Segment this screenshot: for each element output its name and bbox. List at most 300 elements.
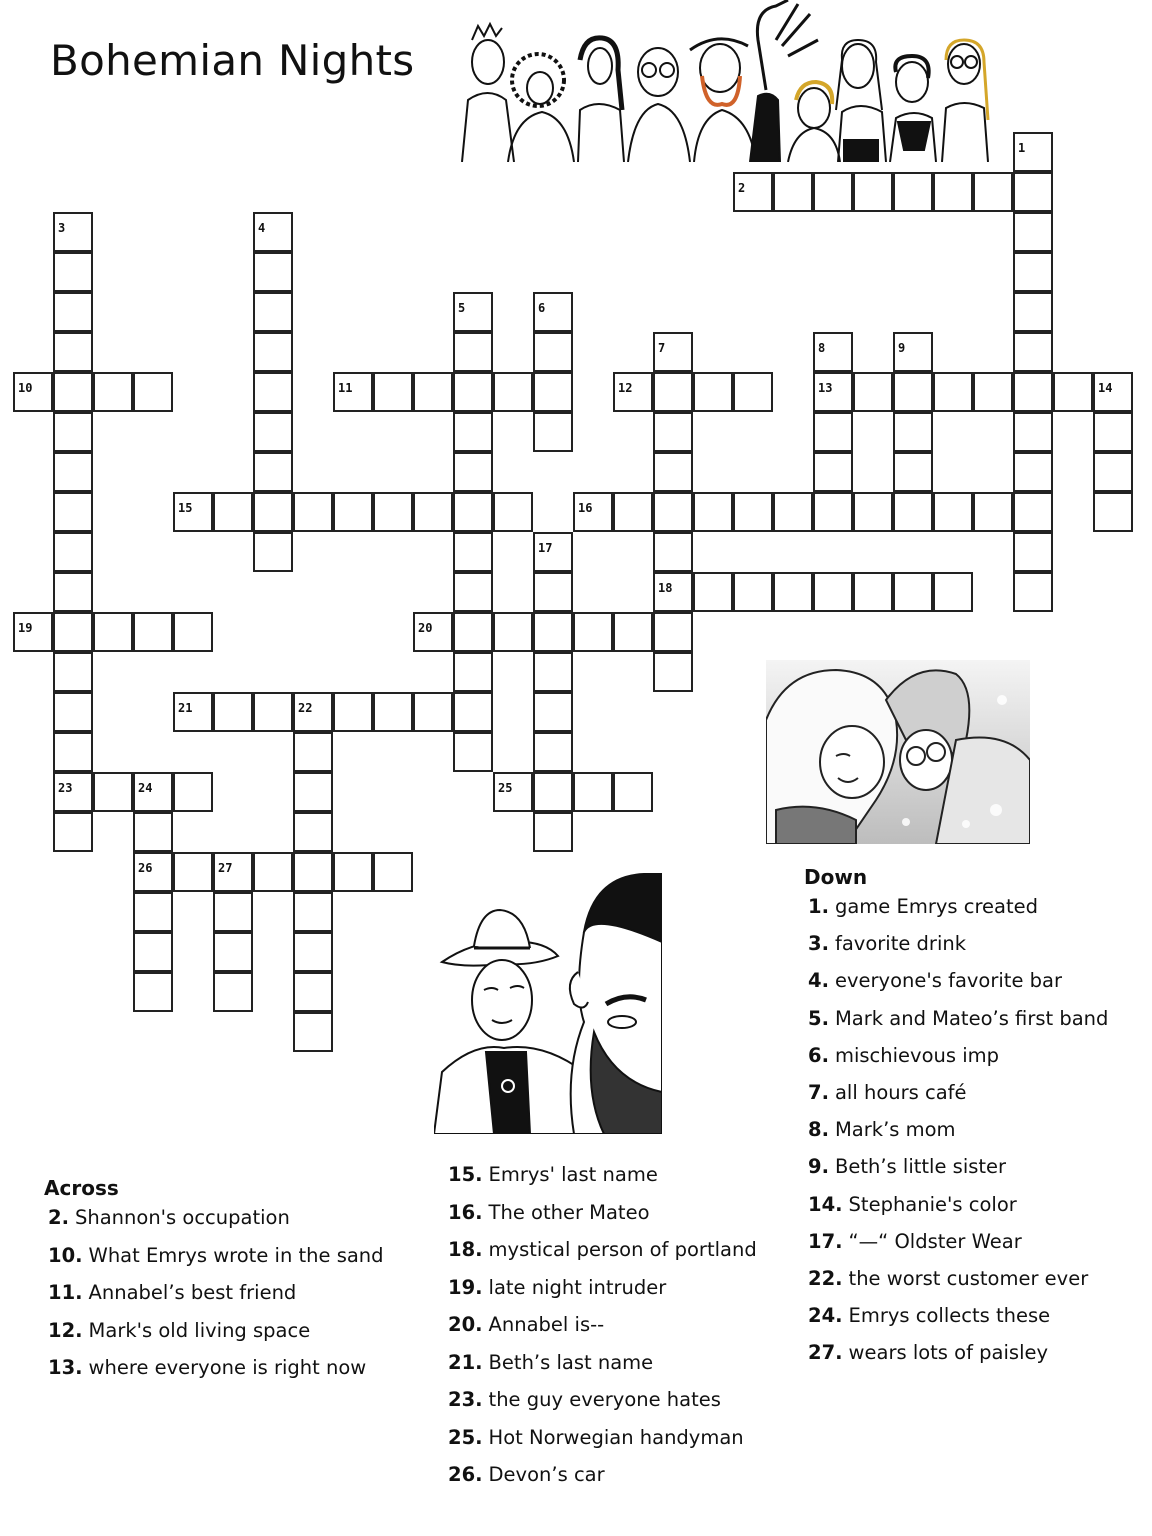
cell-letter-input[interactable] — [415, 494, 451, 530]
grid-cell[interactable] — [133, 812, 173, 852]
grid-cell[interactable] — [933, 572, 973, 612]
clue-across-col1[interactable] — [48, 1244, 384, 1282]
clue-across-col2[interactable] — [448, 1426, 757, 1464]
grid-cell[interactable] — [293, 892, 333, 932]
cell-letter-input[interactable] — [655, 414, 691, 450]
clue-down[interactable] — [808, 1230, 1108, 1267]
cell-letter-input[interactable] — [295, 694, 331, 730]
cell-letter-input[interactable] — [975, 494, 1011, 530]
cell-letter-input[interactable] — [495, 374, 531, 410]
cell-letter-input[interactable] — [255, 694, 291, 730]
clue-down[interactable] — [808, 1081, 1108, 1118]
cell-letter-input[interactable] — [895, 414, 931, 450]
grid-cell[interactable] — [613, 492, 653, 532]
grid-cell[interactable] — [253, 852, 293, 892]
clue-down[interactable] — [808, 932, 1108, 969]
cell-letter-input[interactable] — [255, 214, 291, 250]
grid-cell[interactable] — [173, 852, 213, 892]
cell-letter-input[interactable] — [455, 654, 491, 690]
cell-letter-input[interactable] — [1015, 294, 1051, 330]
grid-cell[interactable] — [533, 572, 573, 612]
cell-letter-input[interactable] — [535, 374, 571, 410]
grid-cell[interactable] — [453, 732, 493, 772]
grid-cell[interactable] — [453, 292, 493, 332]
grid-cell[interactable] — [493, 492, 533, 532]
cell-letter-input[interactable] — [535, 614, 571, 650]
grid-cell[interactable] — [893, 332, 933, 372]
cell-letter-input[interactable] — [375, 374, 411, 410]
cell-letter-input[interactable] — [255, 414, 291, 450]
cell-letter-input[interactable] — [575, 494, 611, 530]
cell-letter-input[interactable] — [655, 374, 691, 410]
cell-letter-input[interactable] — [215, 494, 251, 530]
grid-cell[interactable] — [333, 852, 373, 892]
grid-cell[interactable] — [1093, 452, 1133, 492]
cell-letter-input[interactable] — [295, 774, 331, 810]
cell-letter-input[interactable] — [95, 774, 131, 810]
cell-letter-input[interactable] — [15, 374, 51, 410]
grid-cell[interactable] — [733, 492, 773, 532]
cell-letter-input[interactable] — [455, 294, 491, 330]
grid-cell[interactable] — [653, 652, 693, 692]
cell-letter-input[interactable] — [175, 494, 211, 530]
cell-letter-input[interactable] — [735, 494, 771, 530]
grid-cell[interactable] — [1013, 412, 1053, 452]
grid-cell[interactable] — [693, 372, 733, 412]
grid-cell[interactable] — [253, 212, 293, 252]
grid-cell[interactable] — [1053, 372, 1093, 412]
cell-letter-input[interactable] — [655, 494, 691, 530]
cell-letter-input[interactable] — [175, 854, 211, 890]
cell-letter-input[interactable] — [535, 334, 571, 370]
grid-cell[interactable] — [853, 572, 893, 612]
cell-letter-input[interactable] — [455, 454, 491, 490]
cell-letter-input[interactable] — [135, 974, 171, 1010]
cell-letter-input[interactable] — [535, 414, 571, 450]
grid-cell[interactable] — [253, 492, 293, 532]
cell-letter-input[interactable] — [895, 174, 931, 210]
grid-cell[interactable] — [813, 332, 853, 372]
grid-cell[interactable] — [653, 452, 693, 492]
grid-cell[interactable] — [533, 812, 573, 852]
cell-letter-input[interactable] — [215, 694, 251, 730]
cell-letter-input[interactable] — [215, 934, 251, 970]
cell-letter-input[interactable] — [55, 214, 91, 250]
cell-letter-input[interactable] — [295, 974, 331, 1010]
grid-cell[interactable] — [773, 492, 813, 532]
grid-cell[interactable] — [653, 572, 693, 612]
cell-letter-input[interactable] — [1015, 414, 1051, 450]
grid-cell[interactable] — [213, 972, 253, 1012]
cell-letter-input[interactable] — [855, 174, 891, 210]
cell-letter-input[interactable] — [1015, 574, 1051, 610]
grid-cell[interactable] — [1013, 252, 1053, 292]
cell-letter-input[interactable] — [655, 574, 691, 610]
cell-letter-input[interactable] — [55, 654, 91, 690]
cell-letter-input[interactable] — [695, 574, 731, 610]
grid-cell[interactable] — [1013, 132, 1053, 172]
cell-letter-input[interactable] — [55, 814, 91, 850]
grid-cell[interactable] — [533, 772, 573, 812]
cell-letter-input[interactable] — [55, 694, 91, 730]
cell-letter-input[interactable] — [615, 374, 651, 410]
grid-cell[interactable] — [53, 252, 93, 292]
cell-letter-input[interactable] — [535, 694, 571, 730]
cell-letter-input[interactable] — [255, 854, 291, 890]
grid-cell[interactable] — [173, 772, 213, 812]
grid-cell[interactable] — [213, 692, 253, 732]
cell-letter-input[interactable] — [295, 854, 331, 890]
grid-cell[interactable] — [453, 452, 493, 492]
grid-cell[interactable] — [53, 212, 93, 252]
cell-letter-input[interactable] — [55, 734, 91, 770]
cell-letter-input[interactable] — [175, 774, 211, 810]
cell-letter-input[interactable] — [55, 254, 91, 290]
grid-cell[interactable] — [13, 612, 53, 652]
clue-down[interactable] — [808, 1007, 1108, 1044]
cell-letter-input[interactable] — [815, 374, 851, 410]
cell-letter-input[interactable] — [255, 494, 291, 530]
grid-cell[interactable] — [253, 412, 293, 452]
cell-letter-input[interactable] — [1095, 494, 1131, 530]
grid-cell[interactable] — [1013, 292, 1053, 332]
grid-cell[interactable] — [933, 372, 973, 412]
clue-across-col2[interactable] — [448, 1463, 757, 1501]
grid-cell[interactable] — [213, 892, 253, 932]
cell-letter-input[interactable] — [895, 454, 931, 490]
cell-letter-input[interactable] — [535, 654, 571, 690]
cell-letter-input[interactable] — [695, 494, 731, 530]
cell-letter-input[interactable] — [295, 894, 331, 930]
grid-cell[interactable] — [453, 652, 493, 692]
grid-cell[interactable] — [253, 452, 293, 492]
grid-cell[interactable] — [453, 412, 493, 452]
grid-cell[interactable] — [333, 492, 373, 532]
cell-letter-input[interactable] — [15, 614, 51, 650]
grid-cell[interactable] — [133, 972, 173, 1012]
grid-cell[interactable] — [653, 532, 693, 572]
cell-letter-input[interactable] — [55, 374, 91, 410]
cell-letter-input[interactable] — [655, 654, 691, 690]
cell-letter-input[interactable] — [1055, 374, 1091, 410]
grid-cell[interactable] — [973, 372, 1013, 412]
cell-letter-input[interactable] — [655, 614, 691, 650]
grid-cell[interactable] — [813, 452, 853, 492]
grid-cell[interactable] — [133, 892, 173, 932]
cell-letter-input[interactable] — [255, 254, 291, 290]
clue-down[interactable] — [808, 1341, 1108, 1378]
grid-cell[interactable] — [1093, 492, 1133, 532]
cell-letter-input[interactable] — [455, 534, 491, 570]
cell-letter-input[interactable] — [215, 974, 251, 1010]
cell-letter-input[interactable] — [535, 774, 571, 810]
cell-letter-input[interactable] — [455, 574, 491, 610]
cell-letter-input[interactable] — [95, 374, 131, 410]
grid-cell[interactable] — [53, 732, 93, 772]
grid-cell[interactable] — [813, 492, 853, 532]
cell-letter-input[interactable] — [735, 574, 771, 610]
grid-cell[interactable] — [733, 572, 773, 612]
cell-letter-input[interactable] — [975, 374, 1011, 410]
grid-cell[interactable] — [53, 652, 93, 692]
grid-cell[interactable] — [893, 412, 933, 452]
cell-letter-input[interactable] — [895, 574, 931, 610]
grid-cell[interactable] — [1013, 492, 1053, 532]
cell-letter-input[interactable] — [135, 934, 171, 970]
clue-down[interactable] — [808, 1044, 1108, 1081]
cell-letter-input[interactable] — [295, 934, 331, 970]
grid-cell[interactable] — [293, 812, 333, 852]
grid-cell[interactable] — [613, 612, 653, 652]
clue-across-col1[interactable] — [48, 1206, 384, 1244]
cell-letter-input[interactable] — [895, 334, 931, 370]
grid-cell[interactable] — [53, 492, 93, 532]
grid-cell[interactable] — [453, 532, 493, 572]
cell-letter-input[interactable] — [55, 334, 91, 370]
grid-cell[interactable] — [53, 412, 93, 452]
grid-cell[interactable] — [573, 612, 613, 652]
grid-cell[interactable] — [653, 372, 693, 412]
grid-cell[interactable] — [53, 532, 93, 572]
cell-letter-input[interactable] — [55, 494, 91, 530]
cell-letter-input[interactable] — [535, 574, 571, 610]
cell-letter-input[interactable] — [455, 374, 491, 410]
clue-across-col2[interactable] — [448, 1276, 757, 1314]
cell-letter-input[interactable] — [935, 174, 971, 210]
grid-cell[interactable] — [1013, 452, 1053, 492]
cell-letter-input[interactable] — [735, 374, 771, 410]
cell-letter-input[interactable] — [535, 534, 571, 570]
clue-across-col2[interactable] — [448, 1351, 757, 1389]
cell-letter-input[interactable] — [575, 774, 611, 810]
grid-cell[interactable] — [813, 572, 853, 612]
cell-letter-input[interactable] — [55, 614, 91, 650]
grid-cell[interactable] — [613, 372, 653, 412]
grid-cell[interactable] — [53, 452, 93, 492]
cell-letter-input[interactable] — [375, 494, 411, 530]
grid-cell[interactable] — [133, 372, 173, 412]
cell-letter-input[interactable] — [615, 494, 651, 530]
cell-letter-input[interactable] — [135, 374, 171, 410]
grid-cell[interactable] — [653, 332, 693, 372]
grid-cell[interactable] — [693, 492, 733, 532]
cell-letter-input[interactable] — [815, 174, 851, 210]
grid-cell[interactable] — [53, 372, 93, 412]
cell-letter-input[interactable] — [135, 814, 171, 850]
grid-cell[interactable] — [1013, 172, 1053, 212]
cell-letter-input[interactable] — [815, 454, 851, 490]
grid-cell[interactable] — [1013, 212, 1053, 252]
cell-letter-input[interactable] — [55, 534, 91, 570]
clue-across-col1[interactable] — [48, 1281, 384, 1319]
cell-letter-input[interactable] — [855, 494, 891, 530]
cell-letter-input[interactable] — [1015, 374, 1051, 410]
cell-letter-input[interactable] — [55, 574, 91, 610]
cell-letter-input[interactable] — [895, 494, 931, 530]
cell-letter-input[interactable] — [575, 614, 611, 650]
cell-letter-input[interactable] — [335, 494, 371, 530]
grid-cell[interactable] — [133, 852, 173, 892]
cell-letter-input[interactable] — [815, 494, 851, 530]
grid-cell[interactable] — [293, 932, 333, 972]
cell-letter-input[interactable] — [415, 694, 451, 730]
grid-cell[interactable] — [53, 772, 93, 812]
grid-cell[interactable] — [293, 732, 333, 772]
grid-cell[interactable] — [813, 372, 853, 412]
clue-down[interactable] — [808, 895, 1108, 932]
cell-letter-input[interactable] — [495, 494, 531, 530]
cell-letter-input[interactable] — [295, 1014, 331, 1050]
cell-letter-input[interactable] — [375, 694, 411, 730]
grid-cell[interactable] — [13, 372, 53, 412]
cell-letter-input[interactable] — [495, 774, 531, 810]
grid-cell[interactable] — [693, 572, 733, 612]
grid-cell[interactable] — [173, 492, 213, 532]
grid-cell[interactable] — [53, 332, 93, 372]
cell-letter-input[interactable] — [455, 334, 491, 370]
grid-cell[interactable] — [1013, 332, 1053, 372]
grid-cell[interactable] — [253, 692, 293, 732]
grid-cell[interactable] — [933, 172, 973, 212]
grid-cell[interactable] — [893, 172, 933, 212]
grid-cell[interactable] — [373, 852, 413, 892]
grid-cell[interactable] — [253, 532, 293, 572]
grid-cell[interactable] — [293, 492, 333, 532]
grid-cell[interactable] — [173, 692, 213, 732]
grid-cell[interactable] — [1093, 372, 1133, 412]
grid-cell[interactable] — [213, 492, 253, 532]
clue-across-col2[interactable] — [448, 1238, 757, 1276]
cell-letter-input[interactable] — [295, 814, 331, 850]
clue-across-col1[interactable] — [48, 1356, 384, 1394]
cell-letter-input[interactable] — [335, 374, 371, 410]
grid-cell[interactable] — [853, 372, 893, 412]
grid-cell[interactable] — [373, 492, 413, 532]
cell-letter-input[interactable] — [1015, 134, 1051, 170]
cell-letter-input[interactable] — [1015, 494, 1051, 530]
cell-letter-input[interactable] — [735, 174, 771, 210]
grid-cell[interactable] — [533, 692, 573, 732]
clue-down[interactable] — [808, 1118, 1108, 1155]
grid-cell[interactable] — [93, 612, 133, 652]
clue-down[interactable] — [808, 1193, 1108, 1230]
grid-cell[interactable] — [53, 812, 93, 852]
cell-letter-input[interactable] — [775, 494, 811, 530]
grid-cell[interactable] — [53, 692, 93, 732]
clue-down[interactable] — [808, 1155, 1108, 1192]
cell-letter-input[interactable] — [375, 854, 411, 890]
grid-cell[interactable] — [413, 692, 453, 732]
grid-cell[interactable] — [813, 172, 853, 212]
grid-cell[interactable] — [93, 372, 133, 412]
cell-letter-input[interactable] — [935, 494, 971, 530]
grid-cell[interactable] — [53, 572, 93, 612]
grid-cell[interactable] — [53, 292, 93, 332]
cell-letter-input[interactable] — [255, 454, 291, 490]
cell-letter-input[interactable] — [95, 614, 131, 650]
grid-cell[interactable] — [1013, 572, 1053, 612]
grid-cell[interactable] — [133, 772, 173, 812]
cell-letter-input[interactable] — [855, 374, 891, 410]
grid-cell[interactable] — [573, 772, 613, 812]
clue-down[interactable] — [808, 1267, 1108, 1304]
clue-down[interactable] — [808, 1304, 1108, 1341]
cell-letter-input[interactable] — [1015, 174, 1051, 210]
cell-letter-input[interactable] — [1095, 374, 1131, 410]
cell-letter-input[interactable] — [455, 414, 491, 450]
cell-letter-input[interactable] — [1015, 254, 1051, 290]
grid-cell[interactable] — [453, 492, 493, 532]
grid-cell[interactable] — [533, 412, 573, 452]
cell-letter-input[interactable] — [215, 894, 251, 930]
cell-letter-input[interactable] — [55, 414, 91, 450]
grid-cell[interactable] — [893, 492, 933, 532]
grid-cell[interactable] — [453, 332, 493, 372]
grid-cell[interactable] — [253, 372, 293, 412]
clue-across-col2[interactable] — [448, 1201, 757, 1239]
cell-letter-input[interactable] — [455, 694, 491, 730]
grid-cell[interactable] — [253, 332, 293, 372]
cell-letter-input[interactable] — [615, 774, 651, 810]
grid-cell[interactable] — [493, 372, 533, 412]
clue-across-col2[interactable] — [448, 1388, 757, 1426]
cell-letter-input[interactable] — [935, 374, 971, 410]
clue-down[interactable] — [808, 969, 1108, 1006]
cell-letter-input[interactable] — [1015, 534, 1051, 570]
cell-letter-input[interactable] — [615, 614, 651, 650]
grid-cell[interactable] — [293, 1012, 333, 1052]
grid-cell[interactable] — [453, 372, 493, 412]
cell-letter-input[interactable] — [415, 614, 451, 650]
grid-cell[interactable] — [133, 932, 173, 972]
grid-cell[interactable] — [53, 612, 93, 652]
grid-cell[interactable] — [453, 612, 493, 652]
cell-letter-input[interactable] — [135, 894, 171, 930]
grid-cell[interactable] — [1013, 372, 1053, 412]
cell-letter-input[interactable] — [135, 774, 171, 810]
cell-letter-input[interactable] — [455, 734, 491, 770]
grid-cell[interactable] — [293, 852, 333, 892]
grid-cell[interactable] — [373, 372, 413, 412]
cell-letter-input[interactable] — [135, 614, 171, 650]
cell-letter-input[interactable] — [255, 334, 291, 370]
grid-cell[interactable] — [973, 172, 1013, 212]
cell-letter-input[interactable] — [175, 694, 211, 730]
cell-letter-input[interactable] — [335, 694, 371, 730]
grid-cell[interactable] — [373, 692, 413, 732]
grid-cell[interactable] — [453, 692, 493, 732]
cell-letter-input[interactable] — [1015, 214, 1051, 250]
grid-cell[interactable] — [653, 612, 693, 652]
cell-letter-input[interactable] — [535, 814, 571, 850]
grid-cell[interactable] — [293, 772, 333, 812]
grid-cell[interactable] — [613, 772, 653, 812]
cell-letter-input[interactable] — [1095, 454, 1131, 490]
grid-cell[interactable] — [773, 172, 813, 212]
cell-letter-input[interactable] — [295, 494, 331, 530]
cell-letter-input[interactable] — [775, 574, 811, 610]
cell-letter-input[interactable] — [535, 294, 571, 330]
cell-letter-input[interactable] — [255, 374, 291, 410]
grid-cell[interactable] — [973, 492, 1013, 532]
grid-cell[interactable] — [173, 612, 213, 652]
cell-letter-input[interactable] — [255, 294, 291, 330]
grid-cell[interactable] — [853, 492, 893, 532]
grid-cell[interactable] — [253, 252, 293, 292]
grid-cell[interactable] — [533, 532, 573, 572]
grid-cell[interactable] — [653, 412, 693, 452]
cell-letter-input[interactable] — [695, 374, 731, 410]
